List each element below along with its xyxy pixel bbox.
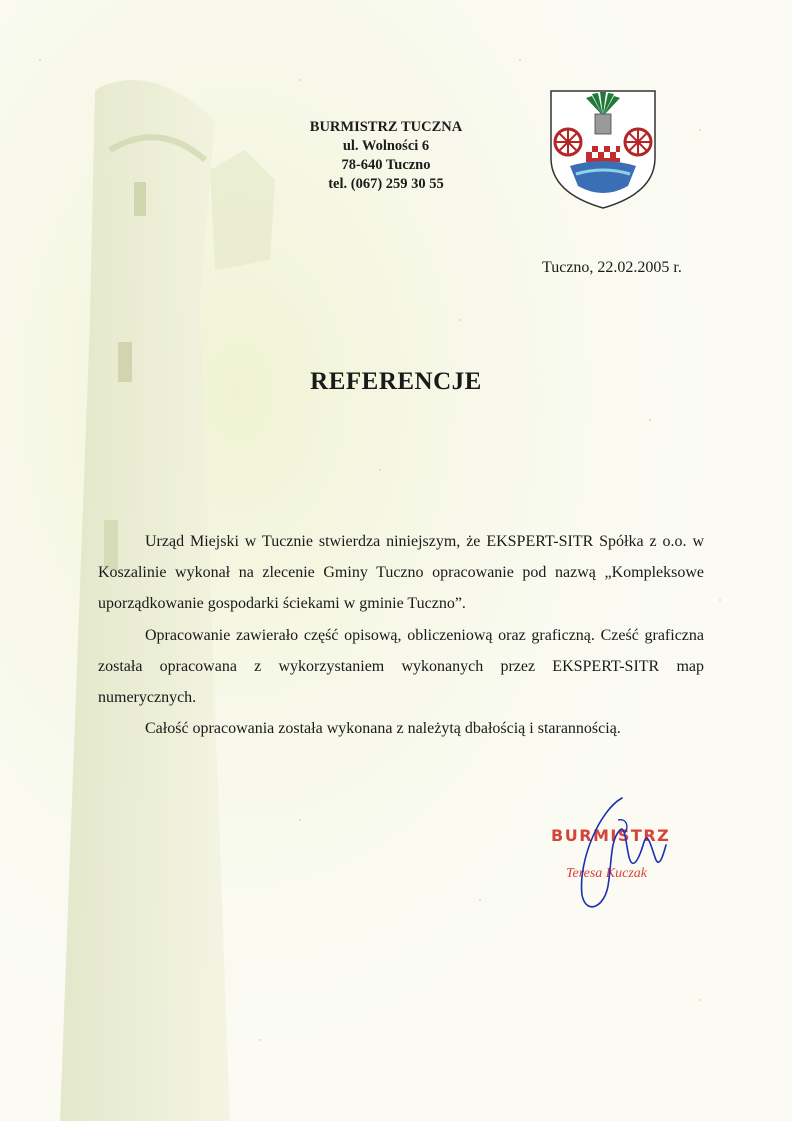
letterhead bbox=[270, 118, 502, 194]
town-coat-of-arms-icon bbox=[548, 88, 658, 210]
office-name: BURMISTRZ TUCZNA bbox=[309, 119, 463, 135]
handwritten-signature bbox=[560, 790, 680, 920]
paragraph-3: Całość opracowania została wykonana z należytą dbałością i starannością. bbox=[145, 720, 621, 738]
paragraph-2: Opracowanie zawierało część opisową, obliczeniową oraz graficzną. Cześć graficzna została opracowana z wykorzystaniem wykonanych przez EKSPERT-SITR map numerycznych. bbox=[98, 626, 704, 707]
office-phone: tel. (067) 259 30 55 bbox=[328, 176, 444, 192]
office-postal: 78-640 Tuczno bbox=[341, 157, 431, 173]
paragraph-1: Urząd Miejski w Tucznie stwierdza niniejszym, że EKSPERT-SITR Spółka z o.o. w Koszalinie wykonał na zlecenie Gminy Tuczno opracowanie pod nazwą „Kompleksowe uporządkowanie gospodarki ściekami w gminie Tuczno”. bbox=[98, 533, 704, 613]
document-title: REFERENCJE bbox=[310, 368, 482, 395]
office-street: ul. Wolności 6 bbox=[342, 138, 430, 154]
stamp-name: Teresa Kuczak bbox=[566, 866, 648, 881]
letter-body bbox=[98, 526, 704, 744]
letter-date: Tuczno, 22.02.2005 r. bbox=[542, 259, 682, 276]
stamp-title: BURMISTRZ bbox=[551, 826, 671, 845]
